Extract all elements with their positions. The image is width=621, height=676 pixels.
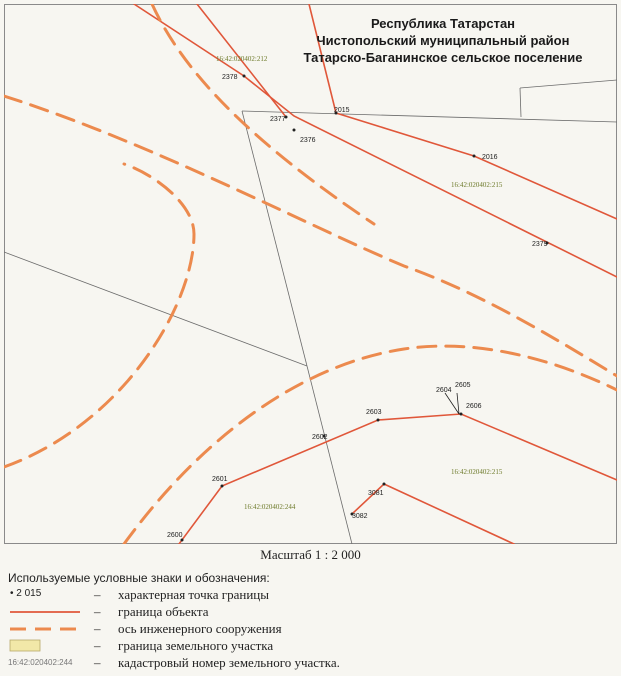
legend-dash: –: [94, 655, 101, 670]
legend-symbol-point: [8, 587, 84, 603]
label-2600: 2600: [167, 532, 183, 539]
cadastral-label-212: 16:42:020402:212: [216, 55, 268, 63]
label-2602: 2602: [312, 434, 328, 441]
legend-item-engineering-axis: [8, 621, 608, 637]
cadastral-label-215-top: 16:42:020402:215: [451, 181, 503, 189]
cadastral-label-215-bottom: 16:42:020402:215: [451, 468, 503, 476]
point-marker-3081: [383, 483, 386, 486]
label-2603: 2603: [366, 409, 382, 416]
label-2604: 2604: [436, 387, 452, 394]
point-marker-2603: [377, 419, 380, 422]
legend-cadastral-sample: 16:42:020402:244: [8, 658, 73, 667]
legend-dash: –: [94, 621, 101, 636]
label-2379: 2379: [532, 241, 548, 248]
label-2378: 2378: [222, 74, 238, 81]
point-marker-2378: [243, 75, 246, 78]
label-2016: 2016: [482, 154, 498, 161]
header-settlement: Татарско-Баганинское сельское поселение: [303, 50, 583, 65]
label-2015: 2015: [334, 107, 350, 114]
map-scale: Масштаб 1 : 2 000: [260, 547, 361, 562]
point-marker-2376: [293, 129, 296, 132]
label-2605: 2605: [455, 382, 471, 389]
legend-symbol-object-border: [8, 604, 84, 620]
legend-point-sample: • 2 015: [10, 588, 42, 599]
map-area: [4, 4, 617, 544]
legend-item-object-border: [8, 604, 608, 620]
legend-text-engineering-axis: ось инженерного сооружения: [118, 621, 282, 636]
point-marker-2016: [473, 155, 476, 158]
cadastral-label-244: 16:42:020402:244: [244, 503, 296, 511]
legend-item-parcel-border: [8, 638, 608, 654]
legend-text-parcel-border: граница земельного участка: [118, 638, 274, 653]
legend-text-cadastral-number: кадастровый номер земельного участка.: [118, 655, 340, 670]
cadastral-map: [4, 4, 617, 544]
map-border: [5, 5, 617, 544]
point-marker-2601: [221, 485, 224, 488]
legend-heading: Используемые условные знаки и обозначения:: [8, 571, 270, 585]
label-3081: 3081: [368, 490, 384, 497]
label-2376: 2376: [300, 137, 316, 144]
legend-dash: –: [94, 638, 101, 653]
legend-symbol-cadastral-number: [8, 655, 84, 671]
header-district: Чистопольский муниципальный район: [316, 33, 570, 48]
label-3082: 3082: [352, 513, 368, 520]
legend-item-point: [8, 587, 608, 603]
label-2601: 2601: [212, 476, 228, 483]
label-2377: 2377: [270, 116, 286, 123]
legend-item-cadastral-number: [8, 655, 608, 671]
legend-symbol-parcel-border: [8, 638, 84, 654]
point-marker-2606: [460, 413, 463, 416]
legend-text-point: характерная точка границы: [118, 587, 269, 602]
legend-text-object-border: граница объекта: [118, 604, 209, 619]
header-region: Республика Татарстан: [370, 16, 516, 31]
legend-dash: –: [94, 604, 101, 619]
legend-dash: –: [94, 587, 101, 602]
label-2606: 2606: [466, 403, 482, 410]
legend-symbol-engineering-axis: [8, 621, 84, 637]
